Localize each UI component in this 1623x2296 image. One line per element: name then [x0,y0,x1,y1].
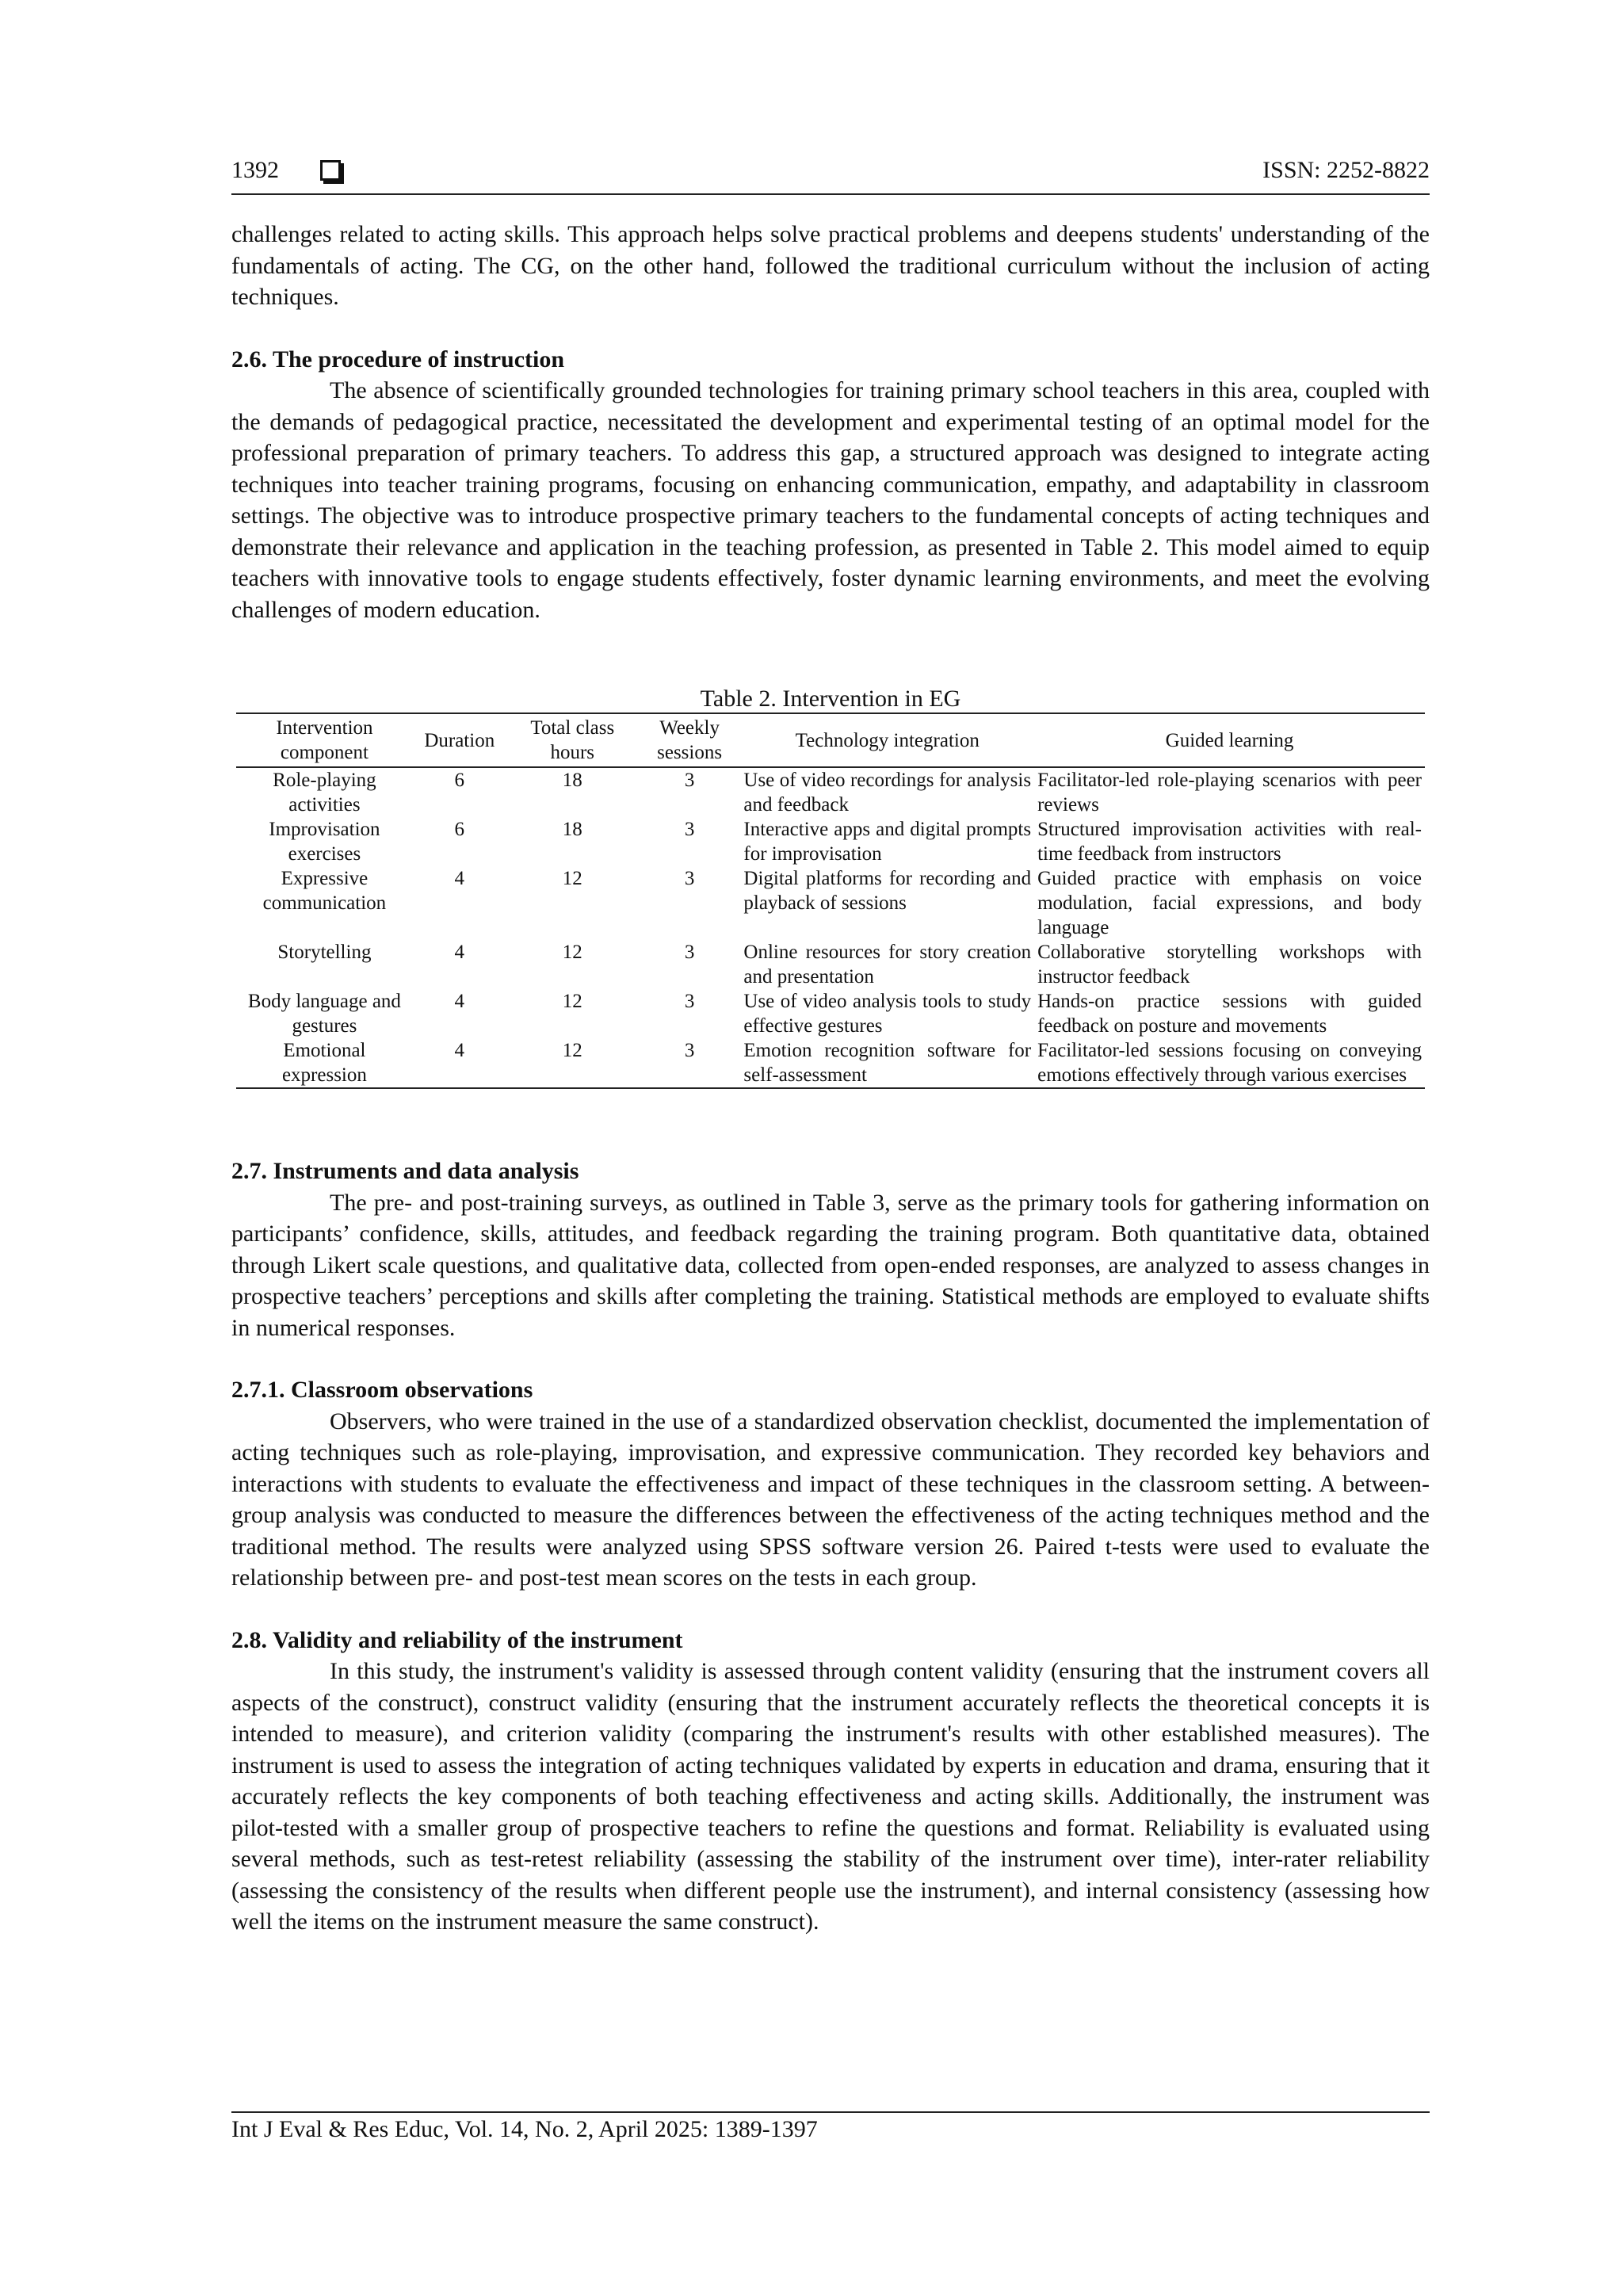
cell-duration: 6 [454,770,465,791]
section-2-6-heading: 2.6. The procedure of instruction [231,346,565,372]
table-row [236,866,1425,940]
intro-paragraph: challenges related to acting skills. This approach helps solve practical problems and deepens students' understanding of the fundamentals of acting. The CG, on the other hand, followed the traditional curriculum without the inclusion of acting techniques. [231,221,1430,310]
cell-guided: Hands-on practice sessions with guided feedback on posture and movements [1037,991,1422,1037]
cell-component: Emotional expression [236,1038,413,1088]
table-header-row [236,713,1425,767]
cell-hours: 12 [562,868,582,889]
cell-guided: Facilitator-led role-playing scenarios with peer reviews [1037,770,1422,816]
table-row [236,940,1425,989]
cell-technology: Use of video recordings for analysis and feedback [743,770,1032,816]
cell-duration: 4 [454,991,465,1012]
section-2-7-1-paragraph: Observers, who were trained in the use of a standardized observation checklist, documented the implementation of acting techniques such as role-playing, improvisation, and expressive communication. They recorded key behaviors and interactions with students to evaluate the effectiveness and impact of these techniques in the classroom setting. A between-group analysis was conducted to measure the differences between the effectiveness of the acting techniques method and the traditional method. The results were analyzed using SPSS software version 26. Paired t-tests were used to evaluate the relationship between pre- and post-test mean scores on the tests in each group. [231,1408,1430,1591]
table-row [236,989,1425,1038]
cell-hours: 18 [562,770,582,791]
table-row [236,767,1425,817]
cell-hours: 18 [562,819,582,840]
cell-component: Storytelling [277,942,372,963]
footer-citation: Int J Eval & Res Educ, Vol. 14, No. 2, April 2025: 1389-1397 [231,2116,818,2142]
cell-technology: Emotion recognition software for self-assessment [740,1038,1034,1088]
cell-weekly: 3 [684,819,695,840]
cell-duration: 4 [413,1038,506,1088]
section-2-7-1-heading: 2.7.1. Classroom observations [231,1377,533,1403]
section-2-7-heading: 2.7. Instruments and data analysis [231,1158,579,1184]
cell-technology: Use of video analysis tools to study effective gestures [743,991,1032,1037]
section-2-6-paragraph: The absence of scientifically grounded technologies for training primary school teachers in this area, coupled with the demands of pedagogical practice, necessitated the development and experimental testing of an optimal model for the professional preparation of primary teachers. To address this gap, a structured approach was designed to integrate acting techniques into teacher training programs, focusing on enhancing communication, empathy, and adaptability in classroom settings. The objective was to introduce prospective primary teachers to the fundamental concepts of acting techniques and demonstrate their relevance and application in the teaching profession, as presented in Table 2. This model aimed to equip teachers with innovative tools to engage students effectively, foster dynamic learning environments, and meet the evolving challenges of modern education. [231,377,1430,623]
page-number: 1392 [231,157,279,183]
cell-duration: 6 [454,819,465,840]
table-caption: Table 2. Intervention in EG [700,686,961,712]
square-bullet-icon [320,160,341,181]
cell-hours: 12 [562,942,582,963]
cell-guided: Structured improvisation activities with real-time feedback from instructors [1037,819,1422,865]
cell-guided: Facilitator-led sessions focusing on conveying emotions effectively through various exercises [1034,1038,1425,1088]
header-guided-learning: Guided learning [1034,713,1425,767]
intervention-table [236,712,1425,1089]
cell-technology: Interactive apps and digital prompts for improvisation [743,819,1032,865]
cell-hours: 12 [506,1038,639,1088]
cell-component: Role-playing activities [273,770,376,816]
cell-technology: Digital platforms for recording and playback of sessions [743,868,1032,914]
table-row [236,817,1425,866]
header-duration: Duration [413,713,506,767]
header-technology-integration: Technology integration [740,713,1034,767]
page-body [231,219,1430,1938]
cell-guided: Guided practice with emphasis on voice modulation, facial expressions, and body language [1037,868,1422,938]
cell-guided: Collaborative storytelling workshops with instructor feedback [1037,942,1422,988]
cell-technology: Online resources for story creation and presentation [743,942,1032,988]
section-2-8-heading: 2.8. Validity and reliability of the instrument [231,1626,683,1653]
cell-component: Improvisation exercises [269,819,380,865]
header-intervention-component: Intervention component [236,713,413,767]
page-footer [231,2111,1430,2143]
cell-weekly: 3 [684,942,695,963]
section-2-8-paragraph: In this study, the instrument's validity is assessed through content validity (ensuring that the instrument covers all aspects of the construct), construct validity (ensuring that the instrument accurately reflects the theoretical concepts it is intended to measure), and criterion validity (comparing the instrument's results with other established measures). The instrument is used to assess the integration of acting techniques validated by experts in education and drama, ensuring that it accurately reflects the key components of both teaching effectiveness and acting skills. Additionally, the instrument was pilot-tested with a smaller group of prospective teachers to refine the questions and format. Reliability is evaluated using several methods, such as test-retest reliability (assessing the stability of the instrument over time), inter-rater reliability (assessing the consistency of the results when different people use the instrument), and internal consistency (assessing how well the items on the instrument measure the same construct). [231,1658,1430,1935]
cell-component: Expressive communication [262,868,387,914]
issn: ISSN: 2252-8822 [1262,157,1430,183]
header-total-class-hours: Total class hours [506,713,639,767]
cell-weekly: 3 [639,1038,741,1088]
cell-weekly: 3 [684,770,695,791]
page-header [231,155,1430,195]
section-2-7-paragraph: The pre- and post-training surveys, as outlined in Table 3, serve as the primary tools for gathering information on participants’ confidence, skills, attitudes, and feedback regarding the training program. Both quantitative data, obtained through Likert scale questions, and qualitative data, collected from open-ended responses, are analyzed to assess changes in prospective teachers’ perceptions and skills after completing the training. Statistical methods are employed to evaluate shifts in numerical responses. [231,1189,1430,1341]
table-row [236,1038,1425,1088]
cell-hours: 12 [562,991,582,1012]
cell-weekly: 3 [684,991,695,1012]
cell-weekly: 3 [684,868,695,889]
cell-duration: 4 [454,942,465,963]
cell-duration: 4 [454,868,465,889]
cell-component: Body language and gestures [247,991,401,1037]
header-weekly-sessions: Weekly sessions [639,713,741,767]
